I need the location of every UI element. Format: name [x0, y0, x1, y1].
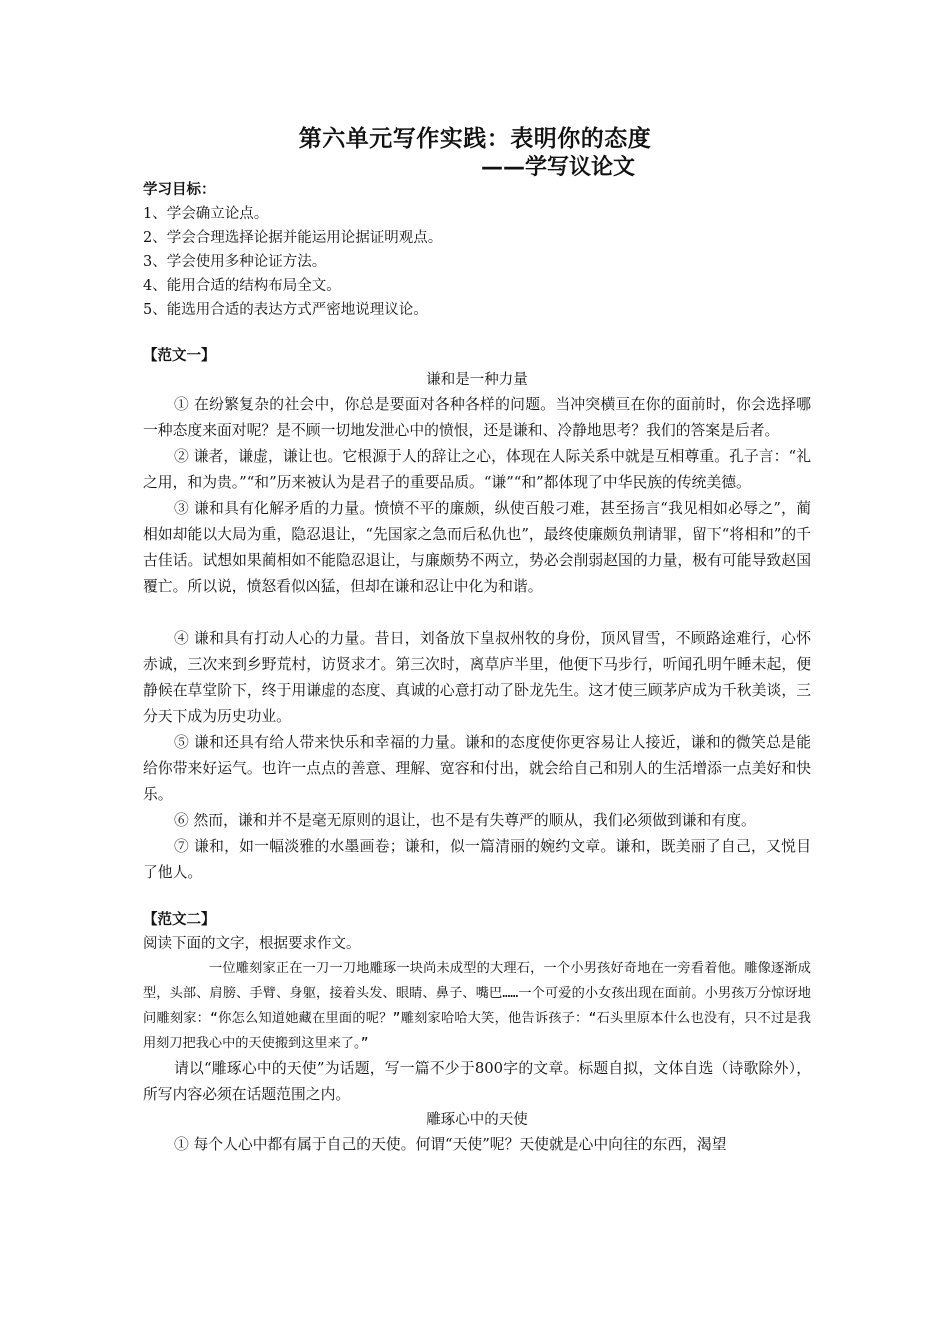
essay1-title: 谦和是一种力量	[426, 372, 528, 388]
goal-item: 1、学会确立论点。	[143, 206, 269, 222]
essay2-prompt-block	[143, 1056, 811, 1108]
essay1-body	[143, 392, 811, 886]
essay2-body	[143, 1132, 811, 1158]
essay1-paragraph: ① 在纷繁复杂的社会中，你总是要面对各种各样的问题。当冲突横亘在你的面前时，你会选择哪一种态度来面对呢？是不顾一切地发泄心中的愤恨，还是谦和、冷静地思考？我们的答案是后者。	[143, 396, 811, 439]
essay1-paragraph: ⑥ 然而，谦和并不是毫无原则的退让，也不是有失尊严的顺从，我们必须做到谦和有度。	[174, 812, 756, 829]
essay1-paragraph: ② 谦者，谦虚，谦让也。它根源于人的辞让之心，体现在人际关系中就是互相尊重。孔子言：“礼之用，和为贵。”“和”历来被认为是君子的重要品质。“谦”“和”都体现了中华民族的传统美德。	[143, 448, 811, 491]
goal-item: 4、能用合适的结构布局全文。	[143, 278, 341, 294]
essay1-paragraph: ⑤ 谦和还具有给人带来快乐和幸福的力量。谦和的态度使你更容易让人接近，谦和的微笑总是能给你带来好运气。也许一点点的善意、理解、宽容和付出，就会给自己和别人的生活增添一点美好和快乐。	[143, 734, 811, 803]
essay1-paragraph: ⑦ 谦和，如一幅淡雅的水墨画卷；谦和，似一篇清丽的婉约文章。谦和，既美丽了自己，又悦目了他人。	[143, 838, 811, 881]
document-body	[143, 178, 811, 1158]
goal-item: 2、学会合理选择论据并能运用论据证明观点。	[143, 230, 443, 246]
goal-item: 3、学会使用多种论证方法。	[143, 254, 327, 270]
essay2-paragraph: ① 每个人心中都有属于自己的天使。何谓“天使”呢？天使就是心中向往的东西，渴望	[174, 1136, 727, 1153]
essay1-paragraph: ③ 谦和具有化解矛盾的力量。愤愤不平的廉颇，纵使百般刁难，甚至扬言“我见相如必辱之”，蔺相如却能以大局为重，隐忍退让，“先国家之急而后私仇也”，最终使廉颇负荆请罪，留下“将相和”的千古佳话。试想如果蔺相如不能隐忍退让，与廉颇势不两立，势必会削弱赵国的力量，极有可能导致赵国覆亡。所以说，愤怒看似凶猛，但却在谦和忍让中化为和谐。	[143, 500, 811, 595]
page-title: 第六单元写作实践：表明你的态度	[298, 126, 652, 152]
goals-heading: 学习目标：	[143, 182, 216, 198]
page-subtitle: ——学写议论文	[481, 155, 636, 180]
essay2-title: 雕琢心中的天使	[426, 1112, 528, 1128]
essay2-prompt: 请以“雕琢心中的天使”为话题，写一篇不少于800字的文章。标题自拟，文体自选（诗歌除外），所写内容必须在话题范围之内。	[143, 1060, 811, 1103]
essay2-label: 【范文二】	[143, 912, 216, 928]
goal-item: 5、能选用合适的表达方式严密地说理议论。	[143, 302, 428, 318]
essay2-quote	[143, 956, 811, 1056]
essay1-paragraph: ④ 谦和具有打动人心的力量。昔日，刘备放下皇叔州牧的身份，顶风冒雪，不顾路途难行，心怀赤诚，三次来到乡野荒村，访贤求才。第三次时，离草庐半里，他便下马步行，听闻孔明午睡未起，便静候在草堂阶下，终于用谦虚的态度、真诚的心意打动了卧龙先生。这才使三顾茅庐成为千秋美谈，三分天下成为历史功业。	[143, 630, 811, 725]
essay2-intro: 阅读下面的文字，根据要求作文。	[143, 936, 361, 952]
essay1-label: 【范文一】	[143, 348, 216, 364]
quote-text: 一位雕刻家正在一刀一刀地雕琢一块尚未成型的大理石，一个小男孩好奇地在一旁看着他。雕像逐渐成型，头部、肩膀、手臂、身躯，接着头发、眼睛、鼻子、嘴巴……一个可爱的小女孩出现在面前。小男孩万分惊讶地问雕刻家：“你怎么知道她藏在里面的呢？”雕刻家哈哈大笑，他告诉孩子：“石头里原本什么也没有，只不过是我用刻刀把我心中的天使搬到这里来了。”	[143, 961, 811, 1051]
